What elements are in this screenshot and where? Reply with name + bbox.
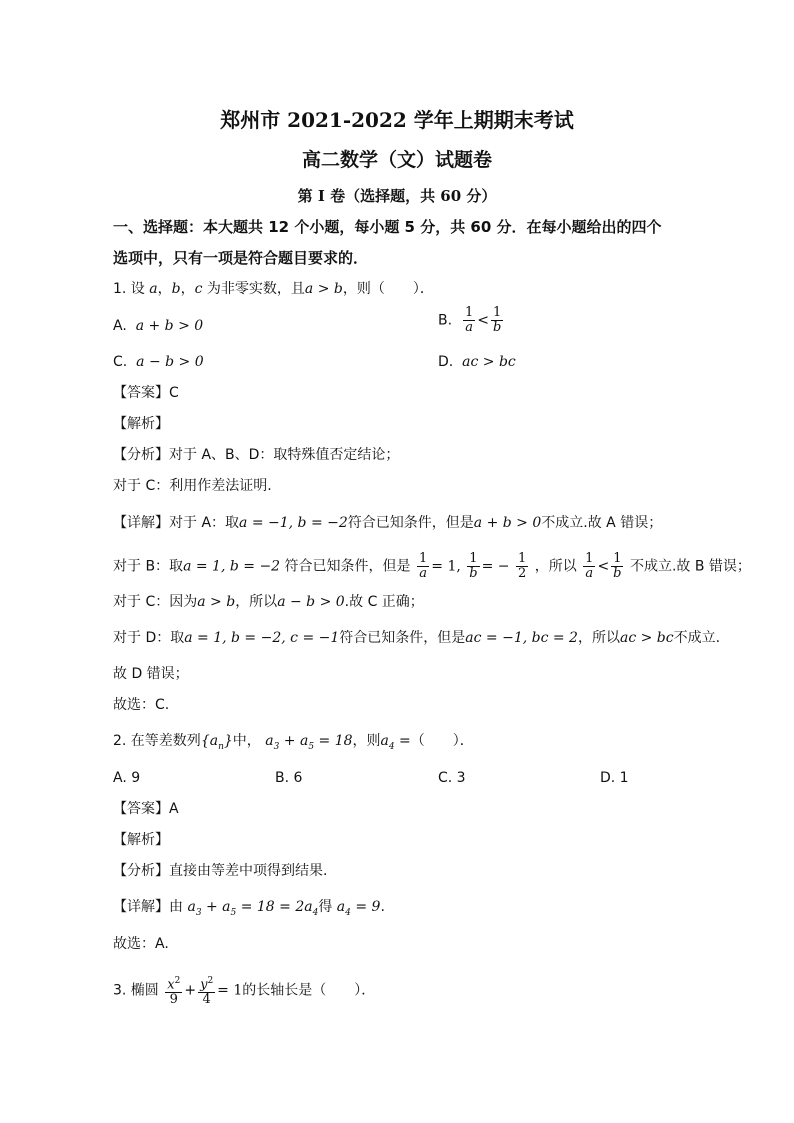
exam-subtitle: 高二数学（文）试题卷 — [301, 149, 492, 171]
instructions-line-2: 选项中，只有一项是符合题目要求的． — [113, 249, 369, 267]
q2-option-b: B. 6 — [275, 770, 303, 786]
q1-answer: 【答案】C — [113, 385, 179, 401]
section-heading: 第 I 卷（选择题，共 60 分） — [297, 187, 497, 205]
q1-detail-d: 对于 D：取a = 1, b = −2, c = −1符合已知条件，但是ac = −1, bc = 2，所以ac > bc不成立. — [113, 630, 721, 646]
q2-option-c: C. 3 — [438, 770, 466, 786]
q2-conclusion: 故选：A. — [113, 936, 169, 952]
q1-detail-a: 【详解】对于 A：取a = −1, b = −2符合已知条件，但是a + b > 0不成立.故 A 错误； — [113, 515, 663, 531]
q1-detail-d-2: 故 D 错误； — [113, 666, 189, 682]
q1-option-d: D. ac > bc — [438, 354, 516, 370]
q2-analysis-tag: 【解析】 — [113, 832, 169, 848]
q1-analysis-tag: 【解析】 — [113, 416, 169, 432]
q1-conclusion: 故选：C. — [113, 697, 170, 713]
q3-stem: 3. 椭圆 $\frac{x^2}{9}$ + $\frac{y^2}{4}$ = 1的长轴长是（ ）． — [113, 976, 376, 1008]
q2-answer: 【答案】A — [113, 801, 179, 817]
q2-option-d: D. 1 — [600, 770, 629, 786]
q1-fenxi-2: 对于 C：利用作差法证明. — [113, 478, 272, 494]
q1-option-a: A. a + b > 0 — [113, 318, 204, 334]
q2-detail: 【详解】由 $a_3 + a_5 = 18 = 2a_4$得 $a_4 = 9$. — [113, 899, 385, 918]
q2-fenxi: 【分析】直接由等差中项得到结果. — [113, 863, 328, 879]
q1-detail-c: 对于 C：因为a > b，所以a − b > 0.故 C 正确； — [113, 594, 424, 610]
q2-option-a: A. 9 — [113, 770, 141, 786]
instructions-line-1: 一、选择题：本大题共 12 个小题，每小题 5 分，共 60 分．在每小题给出的四个 — [113, 218, 662, 236]
q1-stem: 1. 设 a，b，c 为非零实数，且a > b，则（ ）． — [113, 281, 434, 297]
q1-option-c: C. a − b > 0 — [113, 354, 204, 370]
q1-option-b: B. $\frac{1}{a}$ < $\frac{1}{b}$ — [438, 305, 502, 335]
exam-title: 郑州市 2021-2022 学年上期期末考试 — [220, 108, 574, 132]
q2-stem: 2. 在等差数列$\{a_n\}$中， $a_3 + a_5 = 18$，则$a_4$ =（ ）． — [113, 733, 474, 752]
q1-detail-b: 对于 B：取a = 1, b = −2 符合已知条件，但是 $\frac{1}{a}$ = 1, $\frac{1}{b}$ = − $\frac{1}{2}$ ，所以 $\frac{1}{a}$ < $\frac{1}{b}$ 不成立.故 B 错误； — [113, 551, 751, 581]
q1-fenxi: 【分析】对于 A、B、D：取特殊值否定结论； — [113, 447, 400, 463]
